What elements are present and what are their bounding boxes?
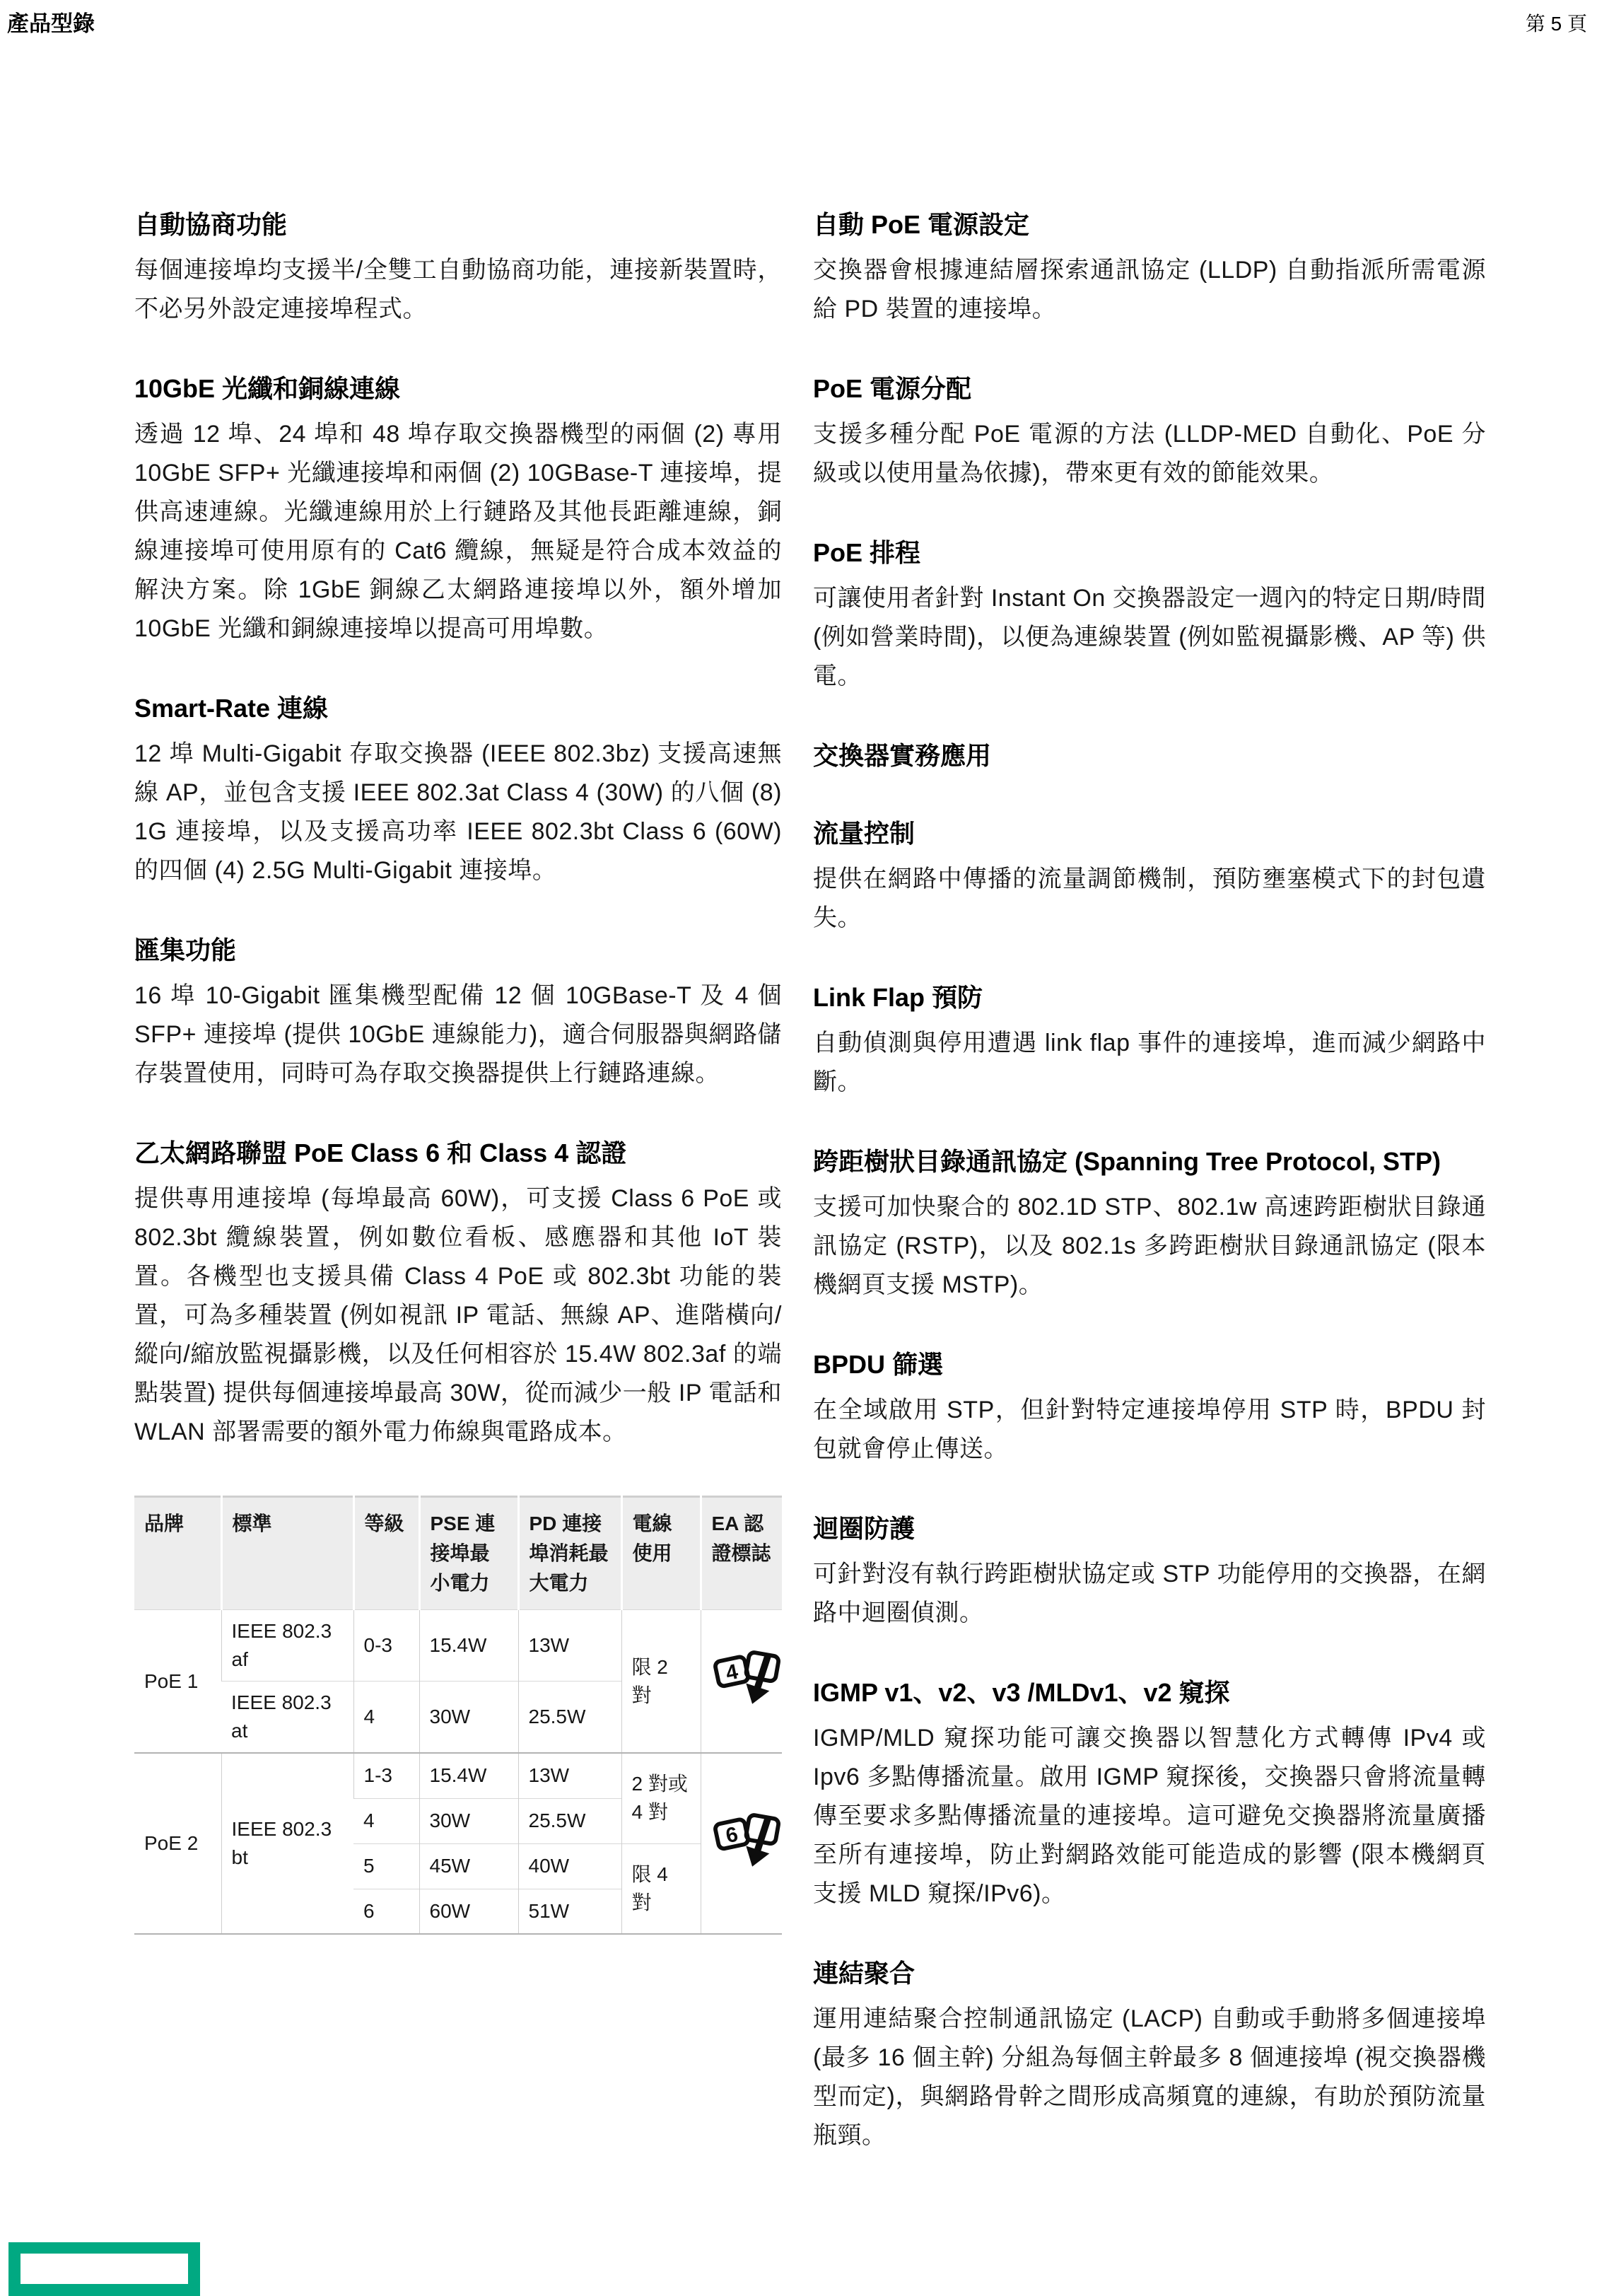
table-row <box>134 1610 782 1682</box>
section-body: 自動偵測與停用遭遇 link flap 事件的連接埠，進而減少網路中斷。 <box>813 1030 1486 1095</box>
section-heading: 匯集功能 <box>134 936 237 965</box>
section-body: IGMP/MLD 窺探功能可讓交換器以智慧化方式轉傳 IPv4 或 Ipv6 多點傳播流量。啟用 IGMP 窺探後，交換器只會將流量轉傳至要求多點傳播流量的連接埠。這可避免交換器將流量廣播至所有連接埠，防止對網路效能可能造成的影響 (限本機網頁支援 MLD 窺探/IPv6)。 <box>813 1725 1486 1907</box>
col-header-pse-power: PSE 連接埠最小電力 <box>419 1497 518 1610</box>
pse-cell: 15.4W <box>419 1753 518 1798</box>
section-switch-practices <box>813 738 1486 774</box>
section-body: 交換器會根據連結層探索通訊協定 (LLDP) 自動指派所需電源給 PD 裝置的連接埠。 <box>813 257 1486 322</box>
section-auto-negotiation <box>134 207 782 329</box>
pse-cell: 30W <box>419 1798 518 1843</box>
table-row <box>134 1753 782 1798</box>
standard-cell: IEEE 802.3 at <box>221 1682 353 1754</box>
section-heading: 自動 PoE 電源設定 <box>813 210 1030 239</box>
left-column <box>134 207 782 1935</box>
pse-cell: 60W <box>419 1889 518 1934</box>
section-body: 支援可加快聚合的 802.1D STP、802.1w 高速跨距樹狀目錄通訊協定 (RSTP)，以及 802.1s 多跨距樹狀目錄通訊協定 (限本機網頁支援 MSTP)。 <box>813 1194 1486 1298</box>
section-poe-power-allocation <box>813 371 1486 493</box>
right-column <box>813 207 1486 2155</box>
section-smart-rate <box>134 691 782 890</box>
hpe-logo <box>8 2242 200 2296</box>
section-auto-poe-power <box>813 207 1486 329</box>
pd-cell: 51W <box>518 1889 621 1934</box>
section-body: 支援多種分配 PoE 電源的方法 (LLDP-MED 自動化、PoE 分級或以使用量為依據)，帶來更有效的節能效果。 <box>813 421 1486 486</box>
section-heading: 流量控制 <box>813 819 916 848</box>
col-header-ea-mark: EA 認證標誌 <box>701 1497 782 1610</box>
section-heading: 連結聚合 <box>813 1959 916 1988</box>
section-heading: 跨距樹狀目錄通訊協定 (Spanning Tree Protocol, STP) <box>813 1147 1441 1176</box>
brand-cell: PoE 2 <box>134 1753 221 1934</box>
section-heading: PoE 排程 <box>813 538 921 567</box>
wire-cell: 2 對或 4 對 <box>621 1753 701 1843</box>
section-body: 每個連接埠均支援半/全雙工自動協商功能，連接新裝置時，不必另外設定連接埠程式。 <box>134 257 782 322</box>
section-link-aggregation <box>813 1956 1486 2155</box>
col-header-standard: 標準 <box>221 1497 353 1610</box>
table-header-row <box>134 1497 782 1610</box>
col-header-pd-power: PD 連接埠消耗最大電力 <box>518 1497 621 1610</box>
pd-cell: 25.5W <box>518 1682 621 1754</box>
section-poe-scheduling <box>813 535 1486 696</box>
ea-cert-4-pairs-icon <box>711 1639 786 1715</box>
section-aggregation <box>134 933 782 1093</box>
section-heading: 自動協商功能 <box>134 210 288 239</box>
section-heading: Link Flap 預防 <box>813 983 983 1012</box>
poe-table <box>134 1496 782 1935</box>
brand-cell: PoE 1 <box>144 1669 199 1692</box>
class-cell: 1-3 <box>353 1753 419 1798</box>
pd-cell: 40W <box>518 1843 621 1889</box>
section-body: 提供在網路中傳播的流量調節機制，預防壅塞模式下的封包遺失。 <box>813 866 1486 931</box>
standard-cell: IEEE 802.3 af <box>221 1610 353 1682</box>
class-cell: 5 <box>353 1843 419 1889</box>
section-body: 在全域啟用 STP，但針對特定連接埠停用 STP 時，BPDU 封包就會停止傳送。 <box>813 1397 1486 1462</box>
section-loop-protection <box>813 1511 1486 1633</box>
section-body: 透過 12 埠、24 埠和 48 埠存取交換器機型的兩個 (2) 專用 10GbE SFP+ 光纖連接埠和兩個 (2) 10GBase-T 連接埠，提供高速連線。光纖連線用於上行鏈路及其他長距離連線，銅線連接埠可使用原有的 Cat6 纜線，無疑是符合成本效益的解決方案。除 1GbE 銅線乙太網路連接埠以外，額外增加 10GbE 光纖和銅線連接埠以提高可用埠數。 <box>134 421 782 642</box>
page-number: 第 5 頁 <box>1525 13 1587 35</box>
section-flow-control <box>813 816 1486 938</box>
section-bpdu-filtering <box>813 1347 1486 1469</box>
section-heading: 交換器實務應用 <box>813 741 992 770</box>
col-header-class: 等級 <box>353 1497 419 1610</box>
section-body: 運用連結聚合控制通訊協定 (LACP) 自動或手動將多個連接埠 (最多 16 個主幹) 分組為每個主幹最多 8 個連接埠 (視交換器機型而定)，與網路骨幹之間形成高頻寬的連線，有助於預防流量瓶頸。 <box>813 2005 1486 2149</box>
section-body: 提供專用連接埠 (每埠最高 60W)，可支援 Class 6 PoE 或 802.3bt 纜線裝置，例如數位看板、感應器和其他 IoT 裝置。各機型也支援具備 Class 4 PoE 或 802.3bt 功能的裝置，可為多種裝置 (例如視訊 IP 電話、無線 AP、進階橫向/縱向/縮放監視攝影機，以及任何相容於 15.4W 802.3af 的端點裝置) 提供每個連接埠最高 30W，從而減少一般 IP 電話和 WLAN 部署需要的額外電力佈線與電路成本。 <box>134 1185 782 1445</box>
section-heading: 迴圈防護 <box>813 1514 916 1543</box>
section-igmp-mld-snooping <box>813 1675 1486 1913</box>
section-body: 可針對沒有執行跨距樹狀協定或 STP 功能停用的交換器，在網路中迴圈偵測。 <box>813 1561 1486 1626</box>
section-heading: IGMP v1、v2、v3 /MLDv1、v2 窺探 <box>813 1678 1230 1707</box>
section-heading: Smart-Rate 連線 <box>134 694 329 723</box>
hpe-logo-inner <box>21 2254 188 2284</box>
section-spanning-tree <box>813 1144 1486 1305</box>
class-cell: 4 <box>353 1798 419 1843</box>
section-10gbe-fiber-copper <box>134 371 782 648</box>
col-header-wire-use: 電線使用 <box>621 1497 701 1610</box>
pd-cell: 13W <box>518 1753 621 1798</box>
col-header-brand: 品牌 <box>134 1497 221 1610</box>
pse-cell: 15.4W <box>419 1610 518 1682</box>
ea-cert-6-pairs-icon <box>711 1802 786 1878</box>
wire-cell: 限 4 對 <box>621 1843 701 1934</box>
svg-text:6: 6 <box>723 1822 740 1848</box>
wire-cell: 限 2 對 <box>621 1610 701 1754</box>
svg-text:4: 4 <box>723 1660 740 1686</box>
section-body: 可讓使用者針對 Instant On 交換器設定一週內的特定日期/時間 (例如營業時間)，以便為連線裝置 (例如監視攝影機、AP 等) 供電。 <box>813 585 1486 689</box>
class-cell: 4 <box>353 1682 419 1754</box>
section-body: 16 埠 10-Gigabit 匯集機型配備 12 個 10GBase-T 及 4 個 SFP+ 連接埠 (提供 10GbE 連線能力)，適合伺服器與網路儲存裝置使用，同時可為存取交換器提供上行鏈路連線。 <box>134 982 782 1087</box>
section-heading: PoE 電源分配 <box>813 374 972 403</box>
section-heading: 10GbE 光纖和銅線連線 <box>134 374 401 403</box>
ea-cert-cell <box>701 1610 782 1754</box>
section-link-flap-prevention <box>813 980 1486 1102</box>
section-ethernet-alliance-poe <box>134 1136 782 1452</box>
section-heading: 乙太網路聯盟 PoE Class 6 和 Class 4 認證 <box>134 1138 627 1167</box>
pse-cell: 30W <box>419 1682 518 1754</box>
standard-cell: IEEE 802.3 bt <box>221 1753 353 1934</box>
pd-cell: 25.5W <box>518 1798 621 1843</box>
class-cell: 0-3 <box>353 1610 419 1682</box>
section-heading: BPDU 篩選 <box>813 1350 944 1379</box>
class-cell: 6 <box>353 1889 419 1934</box>
pd-cell: 13W <box>518 1610 621 1682</box>
ea-cert-cell <box>701 1753 782 1934</box>
section-body: 12 埠 Multi-Gigabit 存取交換器 (IEEE 802.3bz) 支援高速無線 AP，並包含支援 IEEE 802.3at Class 4 (30W) 的八個 (8) 1G 連接埠，以及支援高功率 IEEE 802.3bt Class 6 (60W) 的四個 (4) 2.5G Multi-Gigabit 連接埠。 <box>134 740 782 884</box>
pse-cell: 45W <box>419 1843 518 1889</box>
page-title: 產品型錄 <box>7 11 95 36</box>
